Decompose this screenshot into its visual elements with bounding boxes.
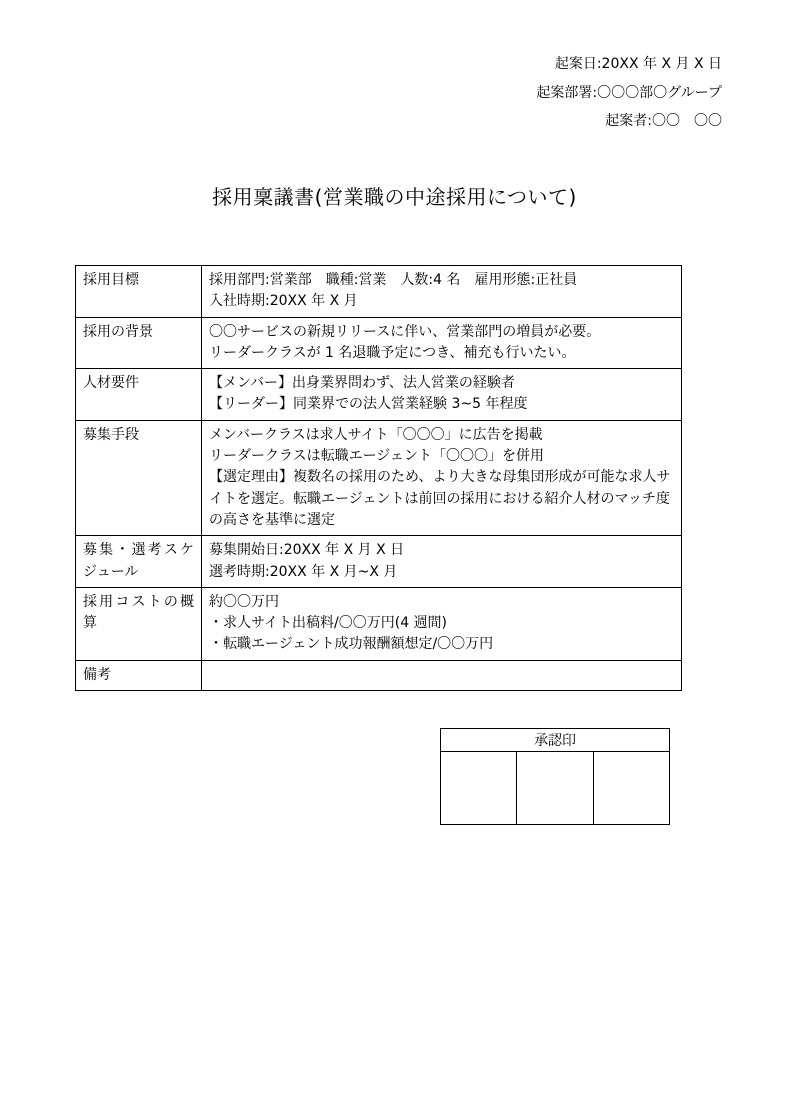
table-row-remarks bbox=[76, 660, 682, 690]
draft-department: 起案部署:〇〇〇部〇グループ bbox=[536, 84, 722, 101]
row-label: 人材要件 bbox=[76, 369, 202, 421]
cell-line: 入社時期:20XX 年 X 月 bbox=[209, 293, 358, 310]
table-row-cost bbox=[76, 587, 682, 660]
row-label: 募集・選考スケジュール bbox=[76, 536, 202, 588]
ringi-table bbox=[75, 265, 682, 691]
cell-line: ・求人サイト出稿料/〇〇万円(4 週間) bbox=[209, 615, 448, 632]
cell-line: 募集開始日:20XX 年 X 月 X 日 bbox=[209, 542, 405, 559]
approval-header-label: 承認印 bbox=[441, 729, 670, 752]
table-row-recruit-method bbox=[76, 420, 682, 535]
cell-line: 採用部門:営業部 職種:営業 人数:4 名 雇用形態:正社員 bbox=[209, 272, 578, 288]
row-content bbox=[202, 317, 682, 369]
row-label: 募集手段 bbox=[76, 420, 202, 535]
stamp-cell bbox=[593, 752, 669, 825]
row-content bbox=[202, 369, 682, 421]
cell-line: 【メンバー】出身業界問わず、法人営業の経験者 bbox=[209, 375, 515, 392]
stamp-cell bbox=[441, 752, 517, 825]
approval-stamp-table bbox=[440, 728, 670, 825]
row-label: 採用目標 bbox=[76, 266, 202, 318]
stamp-cell bbox=[517, 752, 593, 825]
draft-meta-block bbox=[536, 50, 722, 136]
cell-line: リーダークラスが 1 名退職予定につき、補充も行いたい。 bbox=[209, 344, 576, 361]
row-content bbox=[202, 536, 682, 588]
page-title: 採用稟議書(営業職の中途採用について) bbox=[212, 185, 577, 209]
cell-line: ・転職エージェント成功報酬額想定/〇〇万円 bbox=[209, 636, 494, 653]
cell-line: 選考時期:20XX 年 X 月~X 月 bbox=[209, 563, 398, 580]
cell-line: リーダークラスは転職エージェント「〇〇〇」を併用 bbox=[209, 448, 545, 465]
draft-date: 起案日:20XX 年 X 月 X 日 bbox=[554, 56, 722, 72]
table-row-requirements bbox=[76, 369, 682, 421]
drafter: 起案者:〇〇 〇〇 bbox=[605, 113, 722, 129]
row-content bbox=[202, 587, 682, 660]
row-content-empty bbox=[202, 660, 682, 690]
cell-line: メンバークラスは求人サイト「〇〇〇」に広告を掲載 bbox=[209, 426, 543, 443]
row-label: 採用の背景 bbox=[76, 317, 202, 369]
cell-line: 【リーダー】同業界での法人営業経験 3~5 年程度 bbox=[209, 396, 528, 413]
cell-line: 〇〇サービスの新規リリースに伴い、営業部門の増員が必要。 bbox=[209, 323, 601, 340]
row-label: 備考 bbox=[76, 660, 202, 690]
approval-stamp-row bbox=[441, 752, 670, 825]
cell-line: 【選定理由】複数名の採用のため、より大きな母集団形成が可能な求人サイトを選定。転職エージェントは前回の採用における紹介人材のマッチ度の高さを基準に選定 bbox=[209, 469, 671, 528]
table-row-schedule bbox=[76, 536, 682, 588]
row-content bbox=[202, 420, 682, 535]
row-label: 採用コストの概算 bbox=[76, 587, 202, 660]
table-row-recruit-target bbox=[76, 266, 682, 318]
table-row-background bbox=[76, 317, 682, 369]
cell-line: 約〇〇万円 bbox=[209, 593, 279, 610]
approval-header-row bbox=[441, 729, 670, 752]
row-content bbox=[202, 266, 682, 318]
